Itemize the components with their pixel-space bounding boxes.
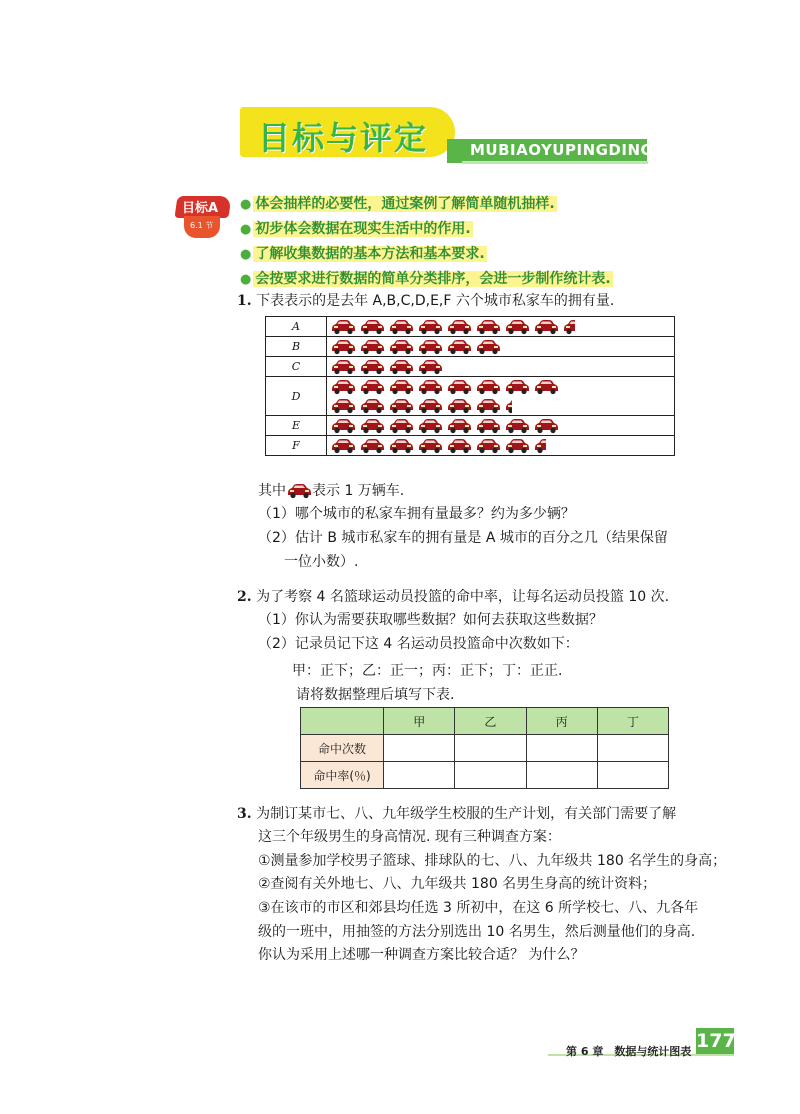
- bullet-icon: ●: [240, 272, 252, 287]
- car-icon: [330, 438, 356, 454]
- blank-cell: [384, 762, 455, 789]
- q2-stem: 为了考察 4 名篮球运动员投篮的命中率，让每名运动员投篮 10 次.: [256, 589, 670, 605]
- car-icon: [446, 398, 472, 414]
- goal-item: ● 体会抽样的必要性，通过案例了解简单随机抽样.: [240, 196, 555, 212]
- car-icon: [359, 438, 385, 454]
- bullet-icon: ●: [240, 247, 252, 262]
- header-cell: 丙: [526, 708, 597, 735]
- car-icon: [533, 438, 546, 454]
- header-cell: 甲: [384, 708, 455, 735]
- banner-underline: [462, 161, 648, 164]
- car-icon: [504, 438, 530, 454]
- car-icon: [417, 398, 443, 414]
- car-icon: [388, 359, 414, 375]
- car-icon: [388, 418, 414, 434]
- q3-option-3: ③在该市的市区和郊县均任选 3 所初中，在这 6 所学校七、八、九各年: [258, 900, 699, 916]
- table-row: [266, 436, 675, 456]
- q3-line: 这三个年级男生的身高情况. 现有三种调查方案：: [258, 829, 561, 845]
- goal-item: ● 会按要求进行数据的简单分类排序，会进一步制作统计表.: [240, 271, 611, 287]
- row-label: 命中率(％): [301, 762, 384, 789]
- table-row: [266, 416, 675, 436]
- car-icon: [417, 438, 443, 454]
- q2-number: 2.: [237, 589, 252, 605]
- car-icon: [475, 379, 501, 395]
- goal-item: ● 初步体会数据在现实生活中的作用.: [240, 221, 471, 237]
- car-icon: [475, 438, 501, 454]
- car-icon: [475, 339, 501, 355]
- car-icon: [533, 319, 559, 335]
- car-icon: [286, 483, 312, 499]
- car-icon: [533, 379, 559, 395]
- q1-stem: 下表表示的是去年 A,B,C,D,E,F 六个城市私家车的拥有量.: [256, 293, 615, 309]
- badge-section: 6.1 节: [190, 221, 214, 230]
- bullet-icon: ●: [240, 197, 252, 212]
- badge-title: 目标A: [182, 201, 219, 216]
- q1-legend: [258, 480, 404, 502]
- q3-line: [237, 803, 676, 825]
- table-row: [301, 762, 669, 789]
- car-icon: [388, 339, 414, 355]
- city-label: F: [266, 436, 327, 456]
- car-icon: [504, 319, 530, 335]
- car-icon: [475, 418, 501, 434]
- car-icon: [330, 379, 356, 395]
- city-label: B: [266, 337, 327, 357]
- car-icon: [388, 379, 414, 395]
- car-icon: [330, 339, 356, 355]
- bullet-icon: ●: [240, 222, 252, 237]
- car-icon: [562, 319, 575, 335]
- q2-instruction: 请将数据整理后填写下表.: [296, 687, 455, 703]
- row-label: 命中次数: [301, 735, 384, 762]
- car-icon: [359, 359, 385, 375]
- header-cell: [301, 708, 384, 735]
- car-icon: [330, 359, 356, 375]
- q1-sub2: （2）估计 B 城市私家车的拥有量是 A 城市的百分之几（结果保留: [258, 530, 668, 546]
- footer-chapter: 第 6 章 数据与统计图表: [566, 1045, 692, 1058]
- car-icon: [446, 319, 472, 335]
- banner-title: 目标与评定: [258, 119, 429, 157]
- car-icons-cell: [327, 337, 675, 357]
- car-icons-cell: [327, 357, 675, 377]
- car-icon: [446, 339, 472, 355]
- q3-option-2: ②查阅有关外地七、八、九年级共 180 名男生身高的统计资料；: [258, 876, 657, 892]
- car-icon: [475, 319, 501, 335]
- car-icon: [359, 319, 385, 335]
- car-icon: [417, 319, 443, 335]
- q1-number: 1.: [237, 293, 252, 309]
- car-icon: [388, 438, 414, 454]
- car-icon: [446, 418, 472, 434]
- car-icon: [359, 339, 385, 355]
- car-icon: [504, 379, 530, 395]
- q3-text: 为制订某市七、八、九年级学生校服的生产计划，有关部门需要了解: [256, 806, 677, 822]
- blank-cell: [526, 762, 597, 789]
- q2-sub1: （1）你认为需要获取哪些数据？如何去获取这些数据？: [258, 612, 603, 628]
- car-icon: [504, 398, 512, 414]
- city-label: E: [266, 416, 327, 436]
- car-icon: [446, 379, 472, 395]
- q1-sub1: （1）哪个城市的私家车拥有量最多？约为多少辆？: [258, 506, 575, 522]
- city-label: D: [266, 377, 327, 416]
- blank-cell: [526, 735, 597, 762]
- car-icons-cell: [327, 436, 675, 456]
- car-icon: [504, 418, 530, 434]
- car-icons-cell: [327, 317, 675, 337]
- blank-cell: [455, 762, 526, 789]
- q2-sub2: （2）记录员记下这 4 名运动员投篮命中次数如下：: [258, 636, 579, 652]
- score-table: [300, 707, 669, 789]
- page-number: 177: [696, 1030, 736, 1052]
- car-icon: [330, 418, 356, 434]
- car-icon: [475, 398, 501, 414]
- car-icons-cell: [327, 377, 675, 416]
- table-row: [266, 357, 675, 377]
- car-icons-cell: [327, 416, 675, 436]
- car-icon: [417, 359, 443, 375]
- car-icon: [417, 339, 443, 355]
- score-table-header: [301, 708, 669, 735]
- table-row: [266, 337, 675, 357]
- car-icon: [388, 319, 414, 335]
- q1-stem-line: [237, 290, 614, 312]
- city-label: A: [266, 317, 327, 337]
- blank-cell: [597, 735, 668, 762]
- car-icon: [330, 319, 356, 335]
- blank-cell: [455, 735, 526, 762]
- car-icon: [446, 438, 472, 454]
- car-icon: [359, 418, 385, 434]
- legend-text-after: 表示 1 万辆车.: [312, 483, 405, 499]
- car-icon: [388, 398, 414, 414]
- q3-question: 你认为采用上述哪一种调查方案比较合适？ 为什么？: [258, 947, 585, 963]
- legend-text-before: 其中: [258, 483, 286, 499]
- car-icon: [533, 418, 559, 434]
- blank-cell: [384, 735, 455, 762]
- q2-tally: 甲：正下；乙：正一；丙：正下；丁：正正.: [292, 663, 563, 679]
- q3-option-1: ①测量参加学校男子篮球、排球队的七、八、九年级共 180 名学生的身高；: [258, 853, 727, 869]
- car-icon: [330, 398, 356, 414]
- table-row: [266, 317, 675, 337]
- goal-item: ● 了解收集数据的基本方法和基本要求.: [240, 246, 485, 262]
- q2-stem-line: [237, 586, 669, 608]
- header-cell: 丁: [597, 708, 668, 735]
- car-icon: [359, 379, 385, 395]
- car-icon: [417, 418, 443, 434]
- q1-sub2-cont: 一位小数）.: [284, 554, 359, 570]
- city-label: C: [266, 357, 327, 377]
- table-row: [266, 377, 675, 416]
- target-badge: [176, 192, 230, 242]
- car-pictograph-table: [265, 316, 675, 456]
- car-icon: [359, 398, 385, 414]
- q3-number: 3.: [237, 806, 252, 822]
- header-cell: 乙: [455, 708, 526, 735]
- blank-cell: [597, 762, 668, 789]
- table-row: [301, 735, 669, 762]
- q3-option-3-cont: 级的一班中，用抽签的方法分别选出 10 名男生，然后测量他们的身高.: [258, 924, 696, 940]
- car-icon: [417, 379, 443, 395]
- banner-subtitle: MUBIAOYUPINGDING: [470, 141, 654, 159]
